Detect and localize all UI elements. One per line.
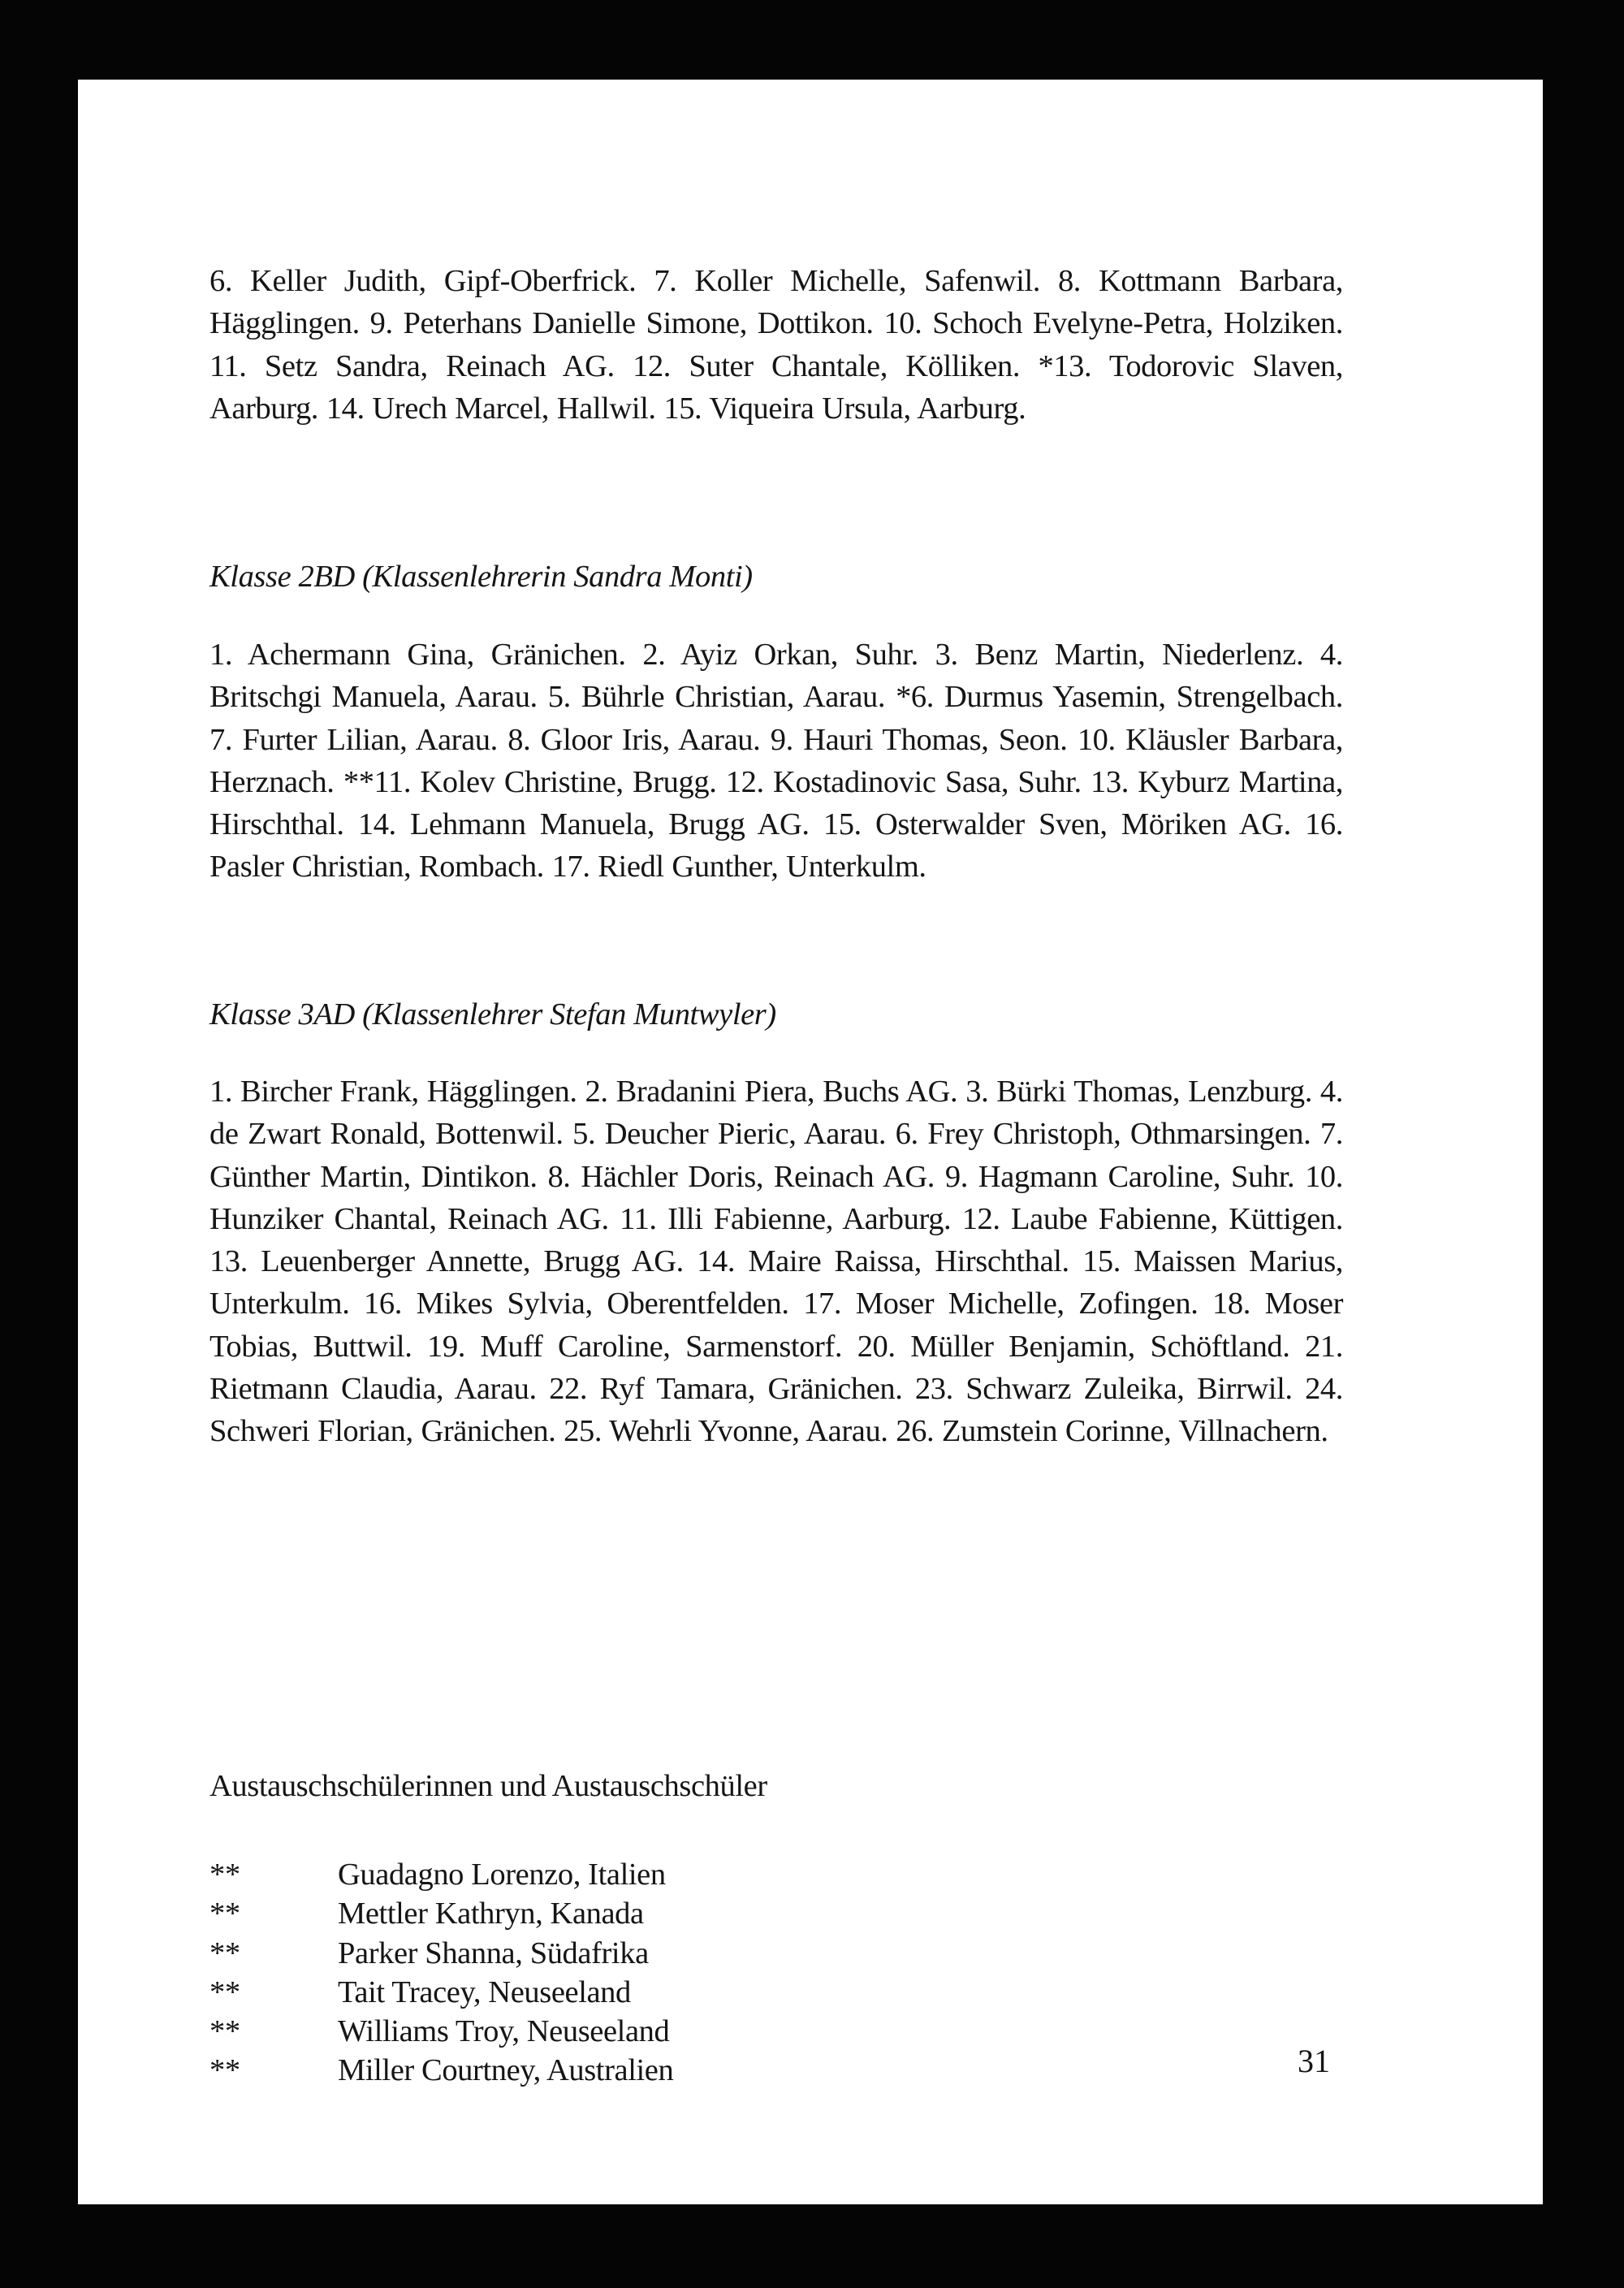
class-2bd-heading: Klasse 2BD (Klassenlehrerin Sandra Monti)	[209, 560, 753, 594]
list-item	[209, 1934, 673, 1973]
double-asterisk-marker: **	[209, 1897, 240, 1931]
exchange-students-list	[209, 1855, 673, 2091]
exchange-student-entry: Mettler Kathryn, Kanada	[338, 1897, 644, 1931]
double-asterisk-marker: **	[209, 1974, 240, 2009]
double-asterisk-marker: **	[209, 2053, 240, 2088]
class-3ad-heading: Klasse 3AD (Klassenlehrer Stefan Muntwyler)	[209, 997, 776, 1032]
document-page	[78, 80, 1543, 2204]
class-2bd-student-list: 1. Achermann Gina, Gränichen. 2. Ayiz Orkan, Suhr. 3. Benz Martin, Niederlenz. 4. Britschgi Manuela, Aarau. 5. Bührle Christian, Aarau. *6. Durmus Yasemin, Strengelbach. 7. Furter Lilian, Aarau. 8. Gloor Iris, Aarau. 9. Hauri Thomas, Seon. 10. Kläusler Barbara, Herznach. **11. Kolev Christine, Brugg. 12. Kostadinovic Sasa, Suhr. 13. Kyburz Martina, Hirschthal. 14. Lehmann Manuela, Brugg AG. 15. Osterwalder Sven, Möriken AG. 16. Pasler Christian, Rombach. 17. Riedl Gunther, Unterkulm.	[209, 638, 1343, 884]
exchange-student-entry: Tait Tracey, Neuseeland	[338, 1974, 631, 2009]
exchange-student-entry: Miller Courtney, Australien	[338, 2053, 674, 2088]
list-item	[209, 1894, 673, 1933]
continuation-student-list: 6. Keller Judith, Gipf-Oberfrick. 7. Koller Michelle, Safenwil. 8. Kottmann Barbara, Hägglingen. 9. Peterhans Danielle Simone, Dottikon. 10. Schoch Evelyne-Petra, Holziken. 11. Setz Sandra, Reinach AG. 12. Suter Chantale, Kölliken. *13. Todorovic Slaven, Aarburg. 14. Urech Marcel, Hallwil. 15. Viqueira Ursula, Aarburg.	[209, 264, 1343, 426]
page-number: 31	[1298, 2043, 1330, 2079]
double-asterisk-marker: **	[209, 2014, 240, 2049]
exchange-students-heading: Austauschschülerinnen und Austauschschüler	[209, 1769, 767, 1803]
double-asterisk-marker: **	[209, 1936, 240, 1970]
double-asterisk-marker: **	[209, 1858, 240, 1892]
list-item	[209, 2012, 673, 2051]
list-item	[209, 1855, 673, 1894]
exchange-student-entry: Parker Shanna, Südafrika	[338, 1936, 649, 1970]
exchange-student-entry: Guadagno Lorenzo, Italien	[338, 1858, 666, 1892]
exchange-student-entry: Williams Troy, Neuseeland	[338, 2014, 670, 2049]
class-3ad-student-list: 1. Bircher Frank, Hägglingen. 2. Bradanini Piera, Buchs AG. 3. Bürki Thomas, Lenzburg. 4. de Zwart Ronald, Bottenwil. 5. Deucher Pieric, Aarau. 6. Frey Christoph, Othmarsingen. 7. Günther Martin, Dintikon. 8. Hächler Doris, Reinach AG. 9. Hagmann Caroline, Suhr. 10. Hunziker Chantal, Reinach AG. 11. Illi Fabienne, Aarburg. 12. Laube Fabienne, Küttigen. 13. Leuenberger Annette, Brugg AG. 14. Maire Raissa, Hirschthal. 15. Maissen Marius, Unterkulm. 16. Mikes Sylvia, Oberentfelden. 17. Moser Michelle, Zofingen. 18. Moser Tobias, Buttwil. 19. Muff Caroline, Sarmenstorf. 20. Müller Benjamin, Schöftland. 21. Rietmann Claudia, Aarau. 22. Ryf Tamara, Gränichen. 23. Schwarz Zuleika, Birrwil. 24. Schweri Florian, Gränichen. 25. Wehrli Yvonne, Aarau. 26. Zumstein Corinne, Villnachern.	[209, 1075, 1343, 1449]
list-item	[209, 1973, 673, 2012]
list-item	[209, 2051, 673, 2090]
